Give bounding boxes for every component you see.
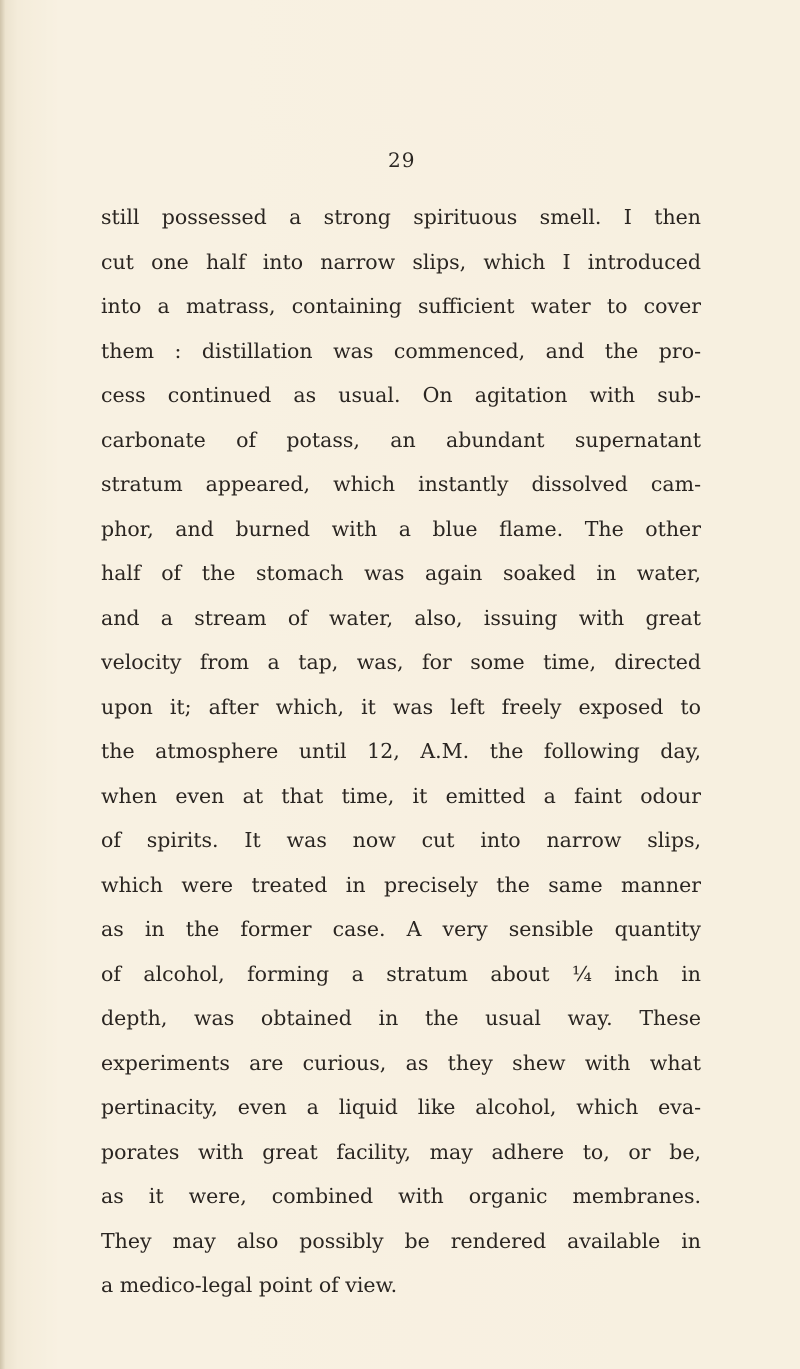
body-paragraph bbox=[101, 195, 701, 1308]
text-line: and a stream of water, also, issuing with great bbox=[101, 605, 701, 630]
text-line: which were treated in precisely the same manner bbox=[101, 872, 701, 897]
text-line: still possessed a strong spirituous smell. I then bbox=[101, 205, 701, 229]
text-line: as in the former case. A very sensible quantity bbox=[101, 917, 701, 941]
text-line: cut one half into narrow slips, which I introduced bbox=[101, 249, 701, 274]
page-number: 29 bbox=[388, 148, 416, 172]
text-line: porates with great facility, may adhere to, or be, bbox=[101, 1139, 701, 1164]
text-line: experiments are curious, as they shew with what bbox=[101, 1050, 701, 1075]
text-line: stratum appeared, which instantly dissolved cam- bbox=[101, 472, 701, 496]
binding-gutter bbox=[0, 0, 6, 1369]
text-line: phor, and burned with a blue flame. The other bbox=[101, 516, 701, 541]
text-line: carbonate of potass, an abundant supernatant bbox=[101, 427, 701, 452]
text-line: pertinacity, even a liquid like alcohol, which eva- bbox=[101, 1095, 701, 1119]
text-line: They may also possibly be rendered available in bbox=[101, 1228, 701, 1253]
text-line: into a matrass, containing sufficient water to cover bbox=[101, 294, 701, 318]
text-line: of spirits. It was now cut into narrow slips, bbox=[101, 828, 701, 852]
text-line: upon it; after which, it was left freely exposed to bbox=[101, 694, 701, 719]
text-line: velocity from a tap, was, for some time, directed bbox=[101, 650, 701, 674]
text-line: the atmosphere until 12, A.M. the following day, bbox=[101, 739, 701, 763]
text-line: as it were, combined with organic membranes. bbox=[101, 1184, 701, 1208]
text-line: cess continued as usual. On agitation with sub- bbox=[101, 383, 701, 407]
text-line: them : distillation was commenced, and the pro- bbox=[101, 338, 701, 363]
text-line: a medico-legal point of view. bbox=[101, 1273, 398, 1297]
text-line: when even at that time, it emitted a faint odour bbox=[101, 783, 701, 808]
text-line: depth, was obtained in the usual way. These bbox=[101, 1006, 701, 1030]
text-line: of alcohol, forming a stratum about ¼ inch in bbox=[101, 961, 701, 986]
text-line: half of the stomach was again soaked in water, bbox=[101, 561, 701, 585]
